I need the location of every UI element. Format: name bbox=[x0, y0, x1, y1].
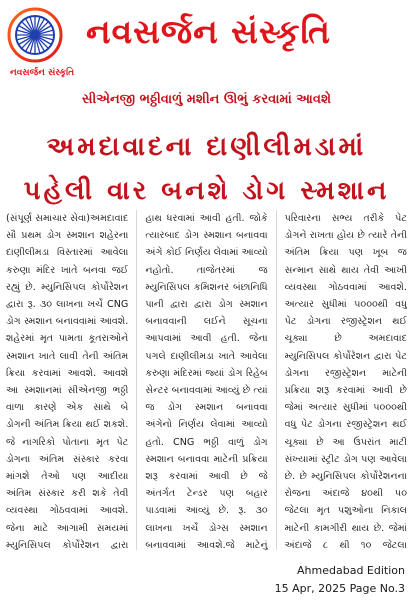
masthead bbox=[0, 0, 413, 82]
column-divider bbox=[276, 210, 277, 550]
newspaper-name-small: નવસર્જન સંસ્કૃતિ bbox=[10, 68, 75, 78]
edition-date-page: 15 Apr, 2025 Page No.3 bbox=[274, 582, 405, 595]
edition-info bbox=[275, 562, 405, 598]
article-body bbox=[6, 210, 407, 550]
headline-line-2: પહેલી વાર બનશે ડોગ સ્મશાન bbox=[23, 176, 390, 206]
article-column-2: હાથ ધરવામાં આવી હતી. જોકે ત્યારબાદ ડોગ સ્મશાન બનાવવા અંગે કોઈ નિર્ણય લેવામાં આવ્યો નહોતો. તાજેતરમાં જ મ્યુનિસિપલ કમિશનર બંછાનિધિ પાની દ્વારા દ્વારા ડોગ સ્મશાન બનાવવાની લઈને સૂચના આપવામાં આવી હતી. જેના પગલે દાણીલીમડા ખાતે આવેલા કરુણા મંદિરમાં જ્યાં ડોગ રિહેબ સેન્ટર બનાવવામાં આવ્યું છે ત્યાં જ ડોગ સ્મશાન બનાવવા અંગેનો નિર્ણય લેવામાં આવ્યો હતો. CNG ભઠ્ઠી વાળું ડોગ સ્મશાન બનાવવા માટેની પ્રક્રિયા શરૂ કરવામાં આવી છે જે અંતર્ગત ટેન્ડર પણ બહાર પાડવામાં આવ્યું છે. રૂ. ૩૦ લાખના ખર્ચે ડોગ્સ સ્મશાન બનાવવામાં આવશે.જે માટેનું bbox=[145, 213, 268, 550]
newspaper-name: નવસર્જન સંસ્કૃતિ bbox=[86, 12, 331, 51]
article-kicker: સીએનજી ભઠ્ઠીવાળું મશીન ઊભું કરવામાં આવશે bbox=[82, 92, 331, 107]
article-column-3: પરિવારના સભ્ય તરીકે પેટ ડોગને રાખતા હોય છે ત્યારે તેની અંતિમ ક્રિયા પણ ખૂબ જ સન્માન સાથે થાય તેવી આખી વ્યવસ્થા ગોઠવવામાં આવશે. અત્યાર સુધીમાં ૫૦૦૦થી વધુ પેટ ડોગના રજીસ્ટ્રેશન થઈ ચૂક્યા છે અમદાવાદ મ્યુનિસિપલ કોર્પોરેશન દ્વારા પેટ ડોગના રજીસ્ટ્રેશન માટેની પ્રક્રિયા શરૂ કરવામાં આવી છે જેમાં અત્યાર સુધીમાં ૫૦૦૦થી વધુ પેટ ડોગના રજીસ્ટ્રેશન થઈ ચૂક્યા છે આ ઉપરાંત માટી સંખ્યામાં સ્ટ્રીટ ડોગ પણ આવેલા છે. છે મ્યુનિસિપલ કોર્પોરેશનના રોજના અંદાજે ૪૦થી ૫૦ જેટલા મૃત પશુઓના નિકાલ માટેની કામગીરી થાય છે. જેમાં અંદાજે ૮ થી ૧૦ જેટલા bbox=[284, 213, 407, 550]
edition-name: Ahmedabad Edition bbox=[297, 564, 405, 577]
article-column-1: (સંપૂર્ણ સમાચાર સેવા)અમદાવાદ સૌ પ્રથમ ડોગ સ્મશાન શહેરના દાણીલીમડા વિસ્તારમાં આવેલા કરુણા મંદિર ખાતે બનવા જઈ રહ્યું છે. મ્યુનિસિપલ કોર્પોરેશન દ્વારા રૂ. ૩૦ લાખના ખર્ચે CNG ડોગ સ્મશાન બનાવવામાં આવશે. શહેરમાં મૃત પામતા કૂતરાઓને સ્મશાન ખાતે લાવી તેની અંતિમ ક્રિયા કરવામાં આવશે. આવશે આ સ્મશાનમાં સીએનજી ભઠ્ઠી વાળા કારણે એક સાથે બે ડોગની અંતિમ ક્રિયા થઈ શકશે. જે નાગરિકો પોતાના મૃત પેટ ડોગના અંતિમ સંસ્કાર કરવા માંગશે તેઓ પણ આદીયા અંતિમ સંસ્કાર કરી શકે તેવી વ્યવસ્થા ગોઠવવામાં આવશે. જેના માટે આગામી સમયમાં મ્યુનિસિપલ કોર્પોરેશન દ્વારા bbox=[6, 213, 129, 550]
ashoka-chakra-logo bbox=[6, 6, 64, 64]
column-divider bbox=[136, 210, 137, 550]
headline-line-1: અમદાવાદના દાણીલીમડામાં bbox=[46, 132, 367, 162]
